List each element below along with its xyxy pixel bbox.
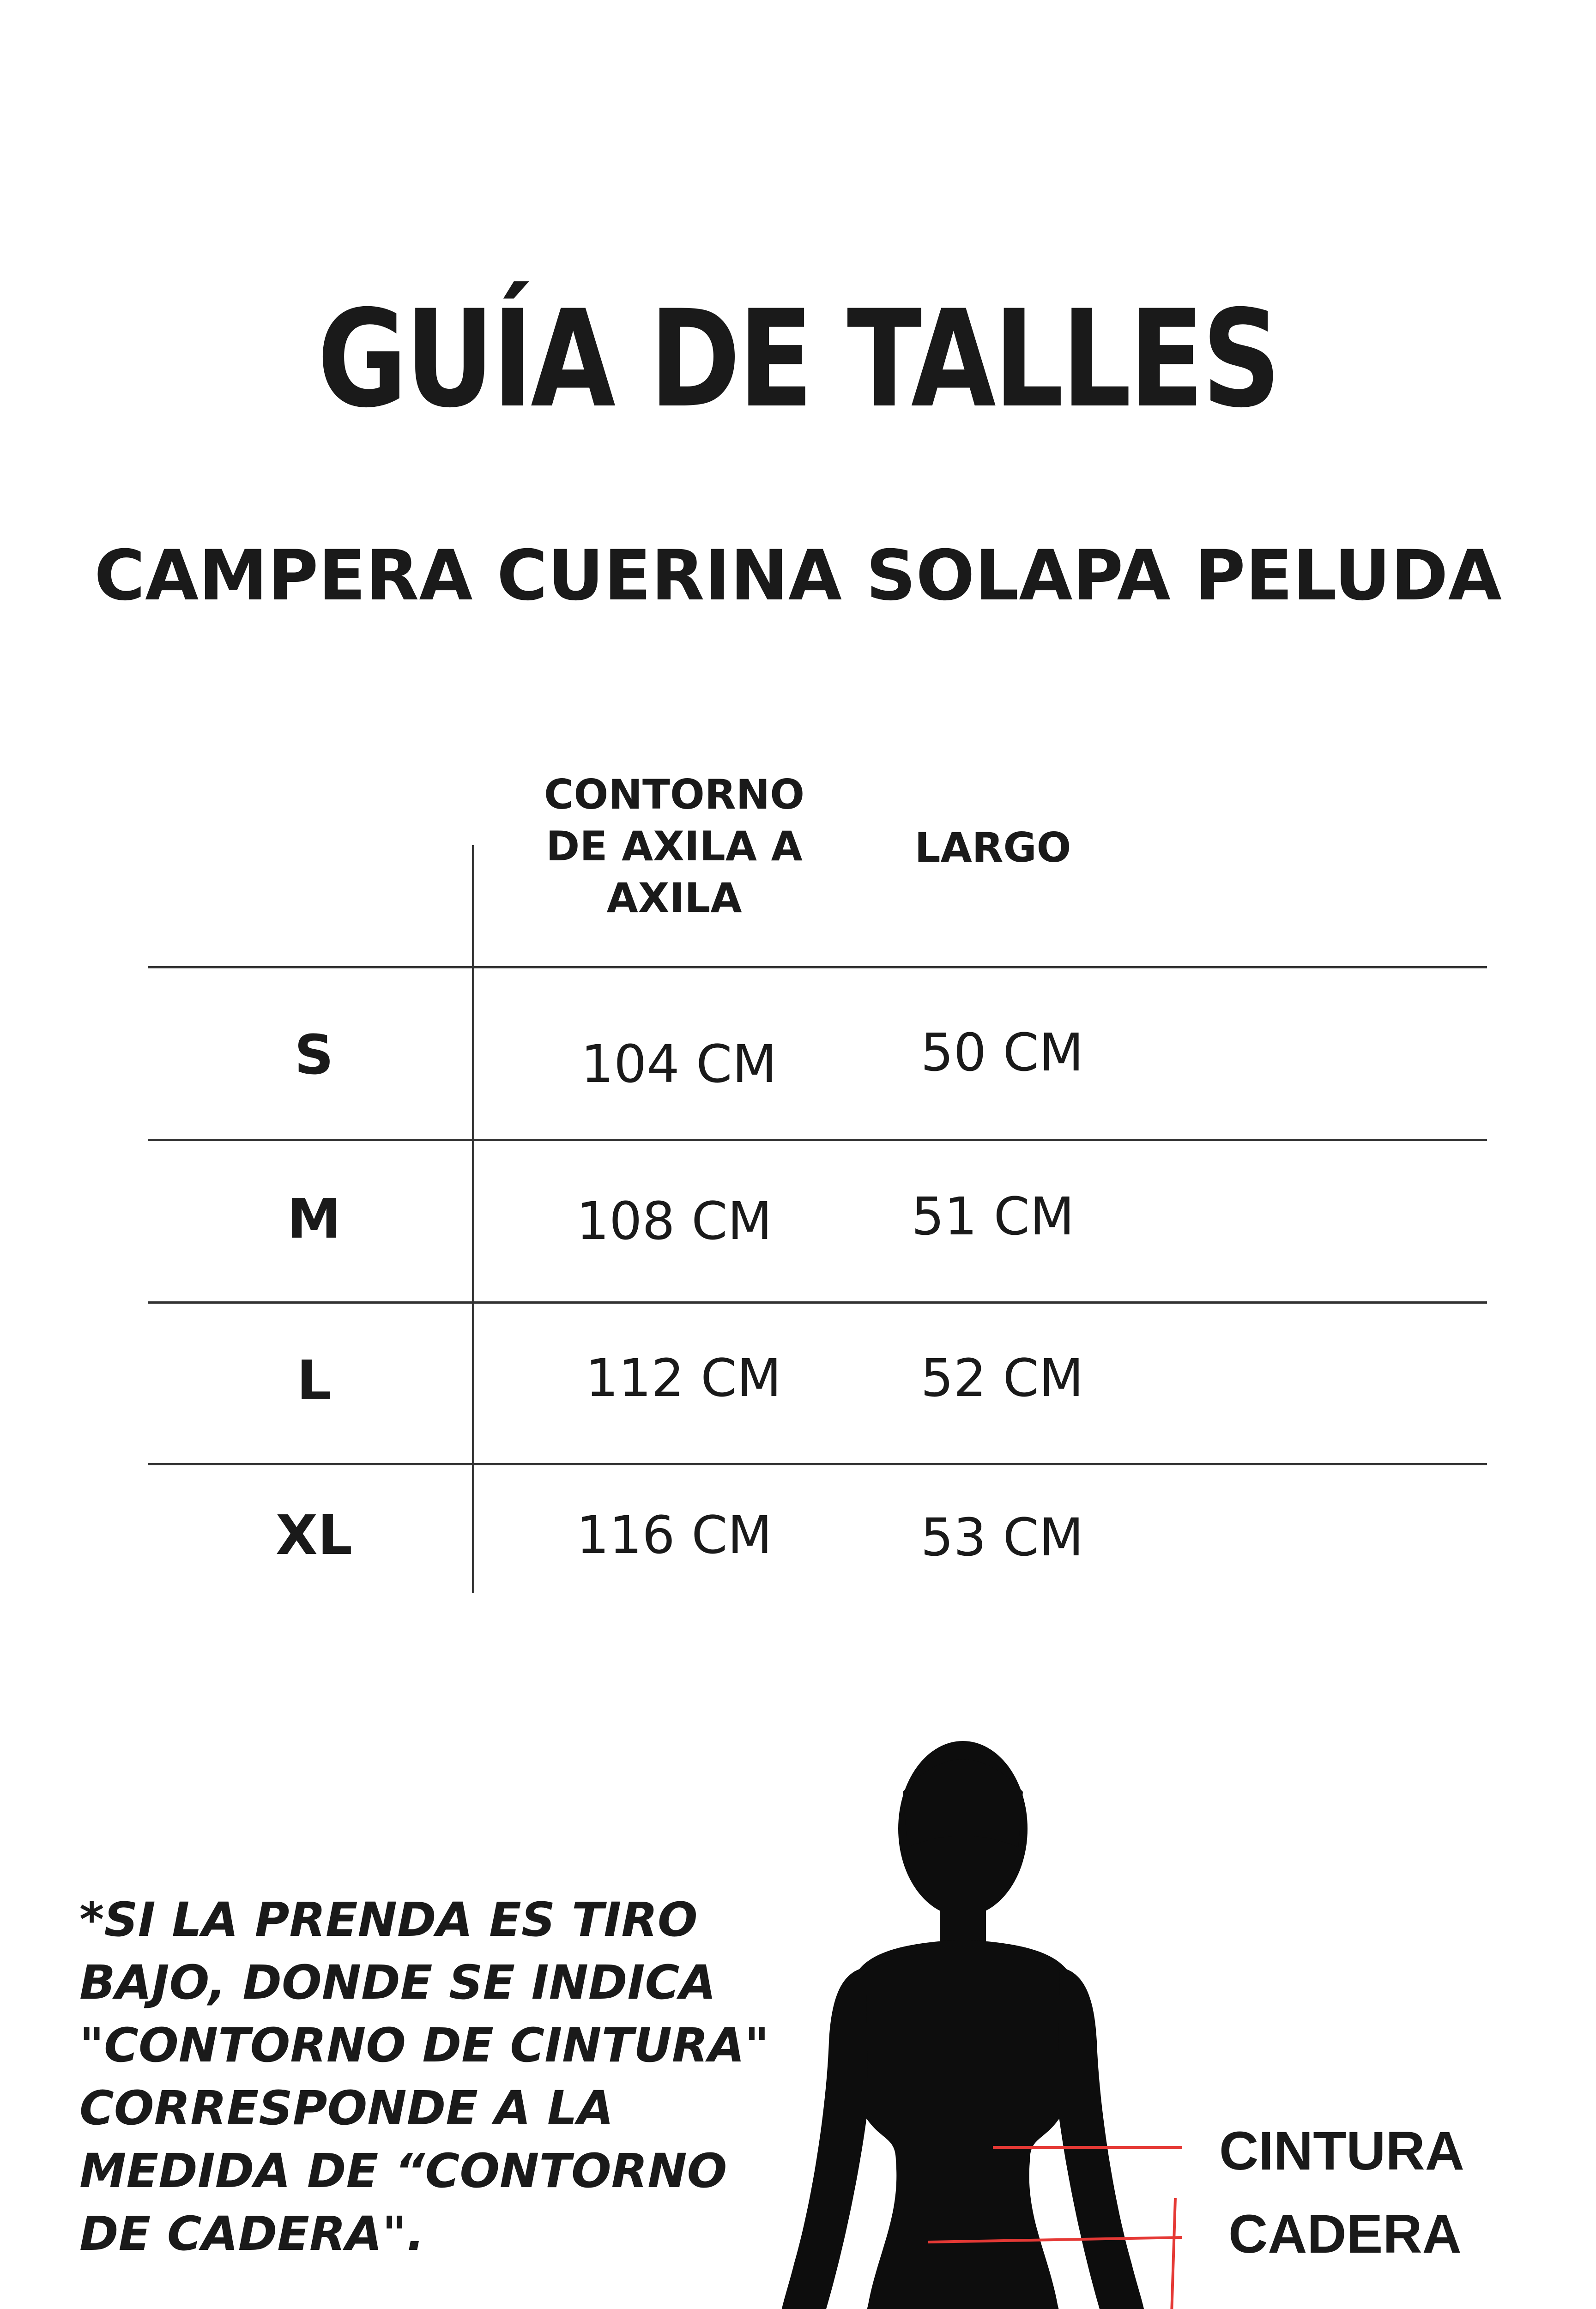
size-label: S	[294, 1023, 334, 1087]
silhouette-right-arm	[1058, 1967, 1147, 2309]
largo-line	[1155, 2198, 1175, 2309]
size-label: XL	[275, 1503, 353, 1567]
page-title: GUÍA DE TALLES	[317, 282, 1279, 437]
product-name: CAMPERA CUERINA SOLAPA PELUDA	[94, 536, 1502, 616]
silhouette	[779, 1741, 1146, 2309]
silhouette-body	[846, 1940, 1080, 2309]
largo-value: 51 CM	[911, 1187, 1075, 1247]
largo-value: 53 CM	[920, 1508, 1084, 1568]
cadera-label: CADERA	[1228, 2204, 1462, 2265]
contorno-value: 116 CM	[576, 1505, 773, 1566]
note-line: "CONTORNO DE CINTURA"	[79, 2018, 769, 2073]
note-line: CORRESPONDE A LA	[79, 2081, 614, 2136]
header-contorno-line-1: CONTORNO	[544, 771, 805, 818]
header-contorno-line-3: AXILA	[606, 874, 742, 922]
contorno-value: 108 CM	[576, 1191, 773, 1251]
largo-value: 50 CM	[920, 1023, 1084, 1083]
size-label: L	[296, 1348, 332, 1412]
contorno-value: 104 CM	[580, 1034, 777, 1094]
note-line: *SI LA PRENDA ES TIRO	[79, 1892, 698, 1947]
note-line: MEDIDA DE “CONTORNO	[79, 2144, 727, 2199]
silhouette-left-arm	[779, 1967, 868, 2309]
header-largo: LARGO	[914, 824, 1071, 871]
note-line: DE CADERA".	[79, 2206, 425, 2261]
size-label: M	[287, 1187, 341, 1251]
cintura-label: CINTURA	[1219, 2121, 1464, 2182]
contorno-value: 112 CM	[585, 1348, 782, 1408]
header-contorno-line-2: DE AXILA A	[546, 822, 803, 870]
note-line: BAJO, DONDE SE INDICA	[79, 1955, 716, 2010]
largo-value: 52 CM	[920, 1348, 1084, 1408]
